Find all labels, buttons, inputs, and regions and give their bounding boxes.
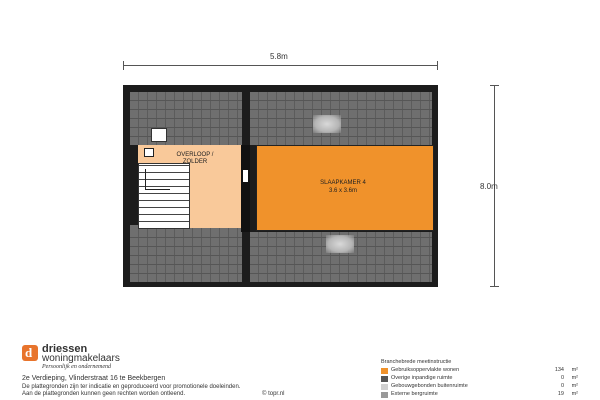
width-dimension-tick-right [437,61,438,70]
roof-top-left [130,92,242,145]
width-dimension-line [123,65,438,66]
floor-plan [123,85,438,287]
width-dimension-label: 5.8m [270,52,288,61]
roof-bottom-left [130,232,242,282]
legend-label: Externe bergruimte [391,391,438,397]
brand-subname: woningmakelaars [42,353,120,364]
legend-unit: m² [571,375,578,381]
stair-arrow-icon [145,169,170,190]
legend-row [381,367,578,375]
skylight-bottom [326,235,354,253]
legend-row [381,375,578,383]
legend-value: 0 [560,375,564,381]
legend-title: Branchebrede meetinstructie [381,359,452,365]
height-dimension-tick-top [490,85,499,86]
width-dimension-tick-left [123,61,124,70]
roof-top-right [250,92,432,145]
central-wall [241,145,250,232]
brand-tagline: Persoonlijk en ondernemend [42,364,111,370]
credit: © topr.nl [262,391,285,397]
legend-swatch [381,392,388,398]
legend-swatch [381,376,388,382]
bedroom-label: SLAAPKAMER 4 [320,180,366,186]
floor-title: 2e Verdieping, Vlinderstraat 16 te Beekbergen [22,375,166,382]
fixture-icon [151,128,167,142]
door [243,170,248,182]
skylight-top [313,115,341,133]
small-fixture-icon [144,148,154,157]
logo-icon: d [22,345,38,361]
height-dimension-tick-bottom [490,286,499,287]
brand-name: driessen [42,343,88,355]
landing-label: OVERLOOP / ZOLDER [176,152,214,165]
legend-swatch [381,368,388,374]
legend-label: Overige inpandige ruimte [391,375,453,381]
legend-unit: m² [571,367,578,373]
legend-value: 0 [560,383,564,389]
disclaimer-line-2: Aan de plattegronden kunnen geen rechten worden ontleend. [22,391,186,397]
legend-value: 19 [557,391,564,397]
legend-row [381,383,578,391]
legend-swatch [381,384,388,390]
legend-label: Gebouwgebonden buitenruimte [391,383,468,389]
legend-unit: m² [571,383,578,389]
bedroom-size: 3.6 x 3.6m [328,188,357,194]
legend-unit: m² [571,391,578,397]
disclaimer-line-1: De plattegronden zijn ter indicatie en geproduceerd voor promotionele doeleinden. [22,384,241,390]
legend-label: Gebruiksoppervlakte wonen [391,367,460,373]
legend-value: 134 [554,367,564,373]
legend-row [381,391,578,399]
height-dimension-label: 8.0m [480,182,498,191]
